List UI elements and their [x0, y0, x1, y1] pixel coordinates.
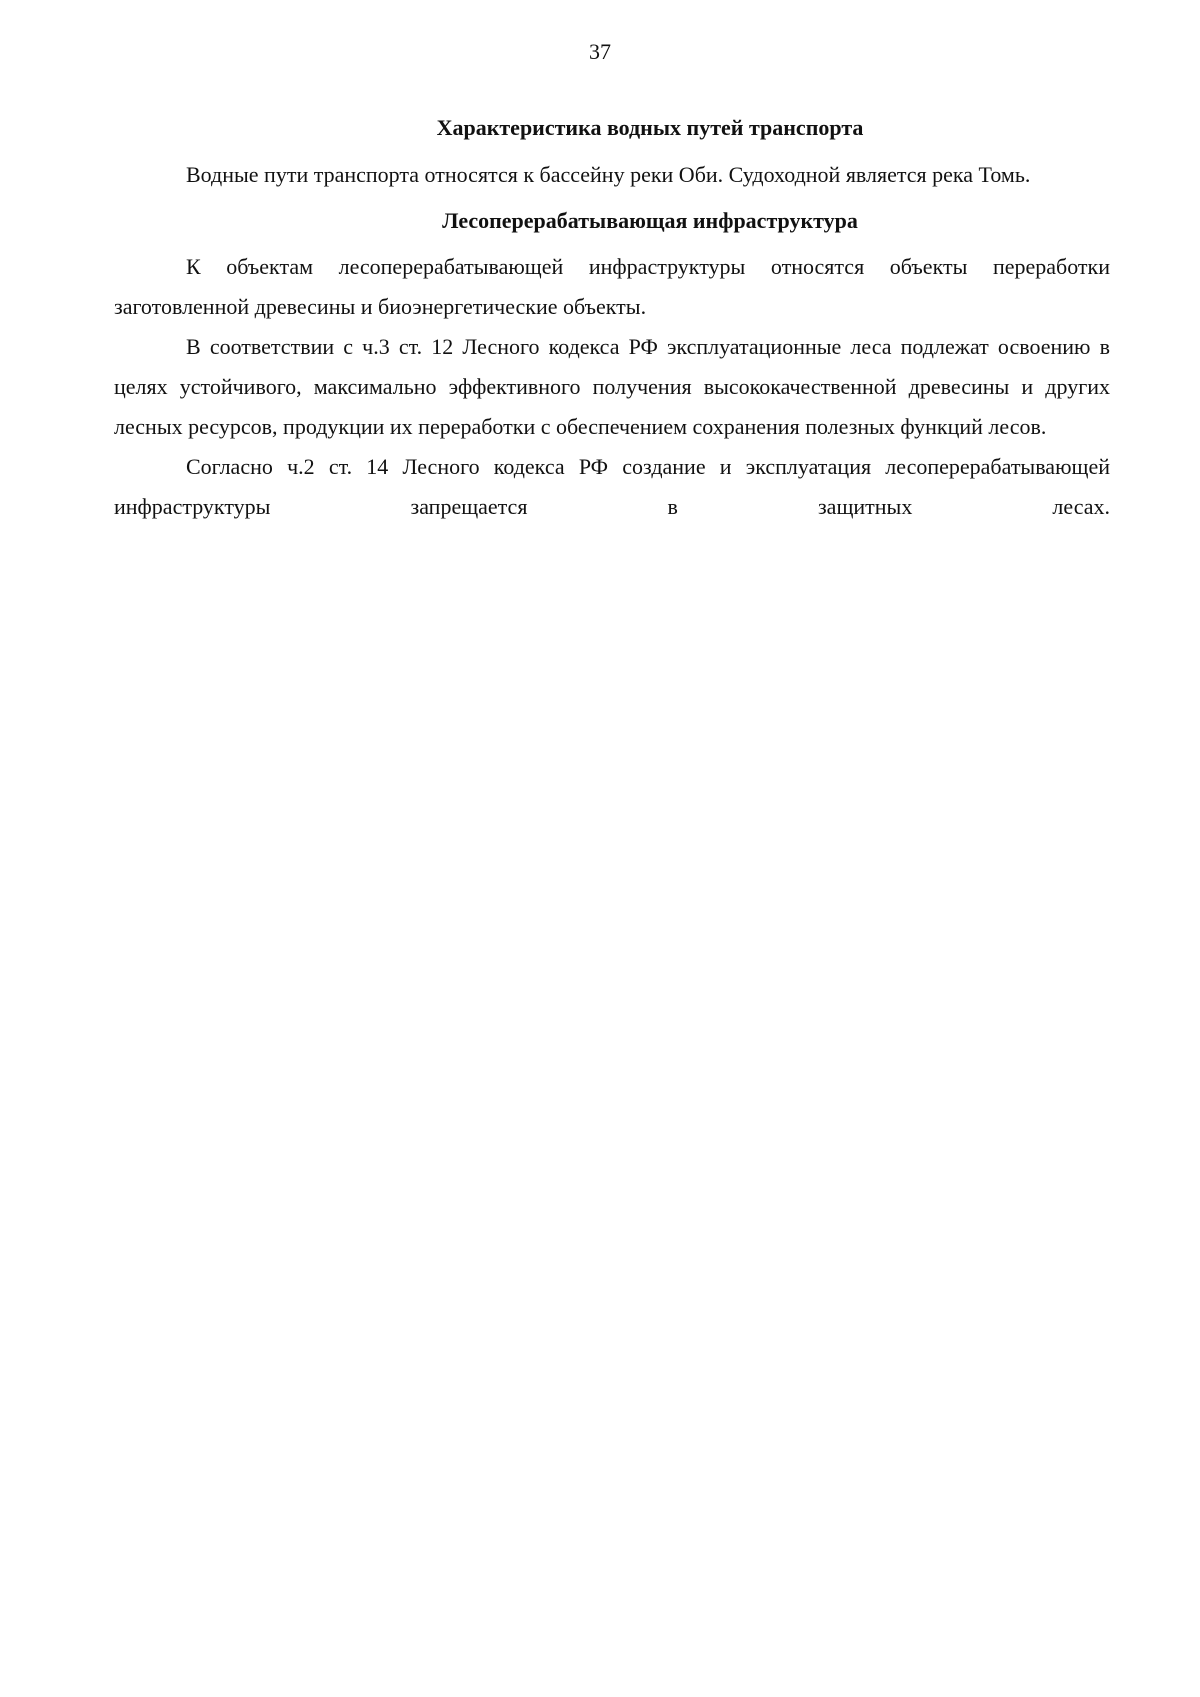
paragraph-waterways: Водные пути транспорта относятся к бассейну реки Оби. Судоходной является река Томь. [186, 162, 1031, 187]
section-heading-wood-processing: Лесоперерабатывающая инфраструктура [442, 208, 858, 233]
document-body [114, 112, 1110, 527]
page-number: 37 [589, 39, 611, 64]
paragraph-forest-code-art14: Согласно ч.2 ст. 14 Лесного кодекса РФ создание и эксплуатация лесоперерабатывающей инфраструктуры запрещается в защитных лесах. [114, 454, 1110, 519]
section-heading-waterways: Характеристика водных путей транспорта [436, 115, 864, 140]
paragraph-forest-code-art12: В соответствии с ч.3 ст. 12 Лесного кодекса РФ эксплуатационные леса подлежат освоению в целях устойчивого, максимально эффективного получения высококачественной древесины и других лесных ресурсов, продукции их переработки с обеспечением сохранения полезных функций лесов. [114, 334, 1110, 439]
paragraph-infrastructure-objects: К объектам лесоперерабатывающей инфраструктуры относятся объекты переработки заготовленной древесины и биоэнергетические объекты. [114, 254, 1110, 319]
